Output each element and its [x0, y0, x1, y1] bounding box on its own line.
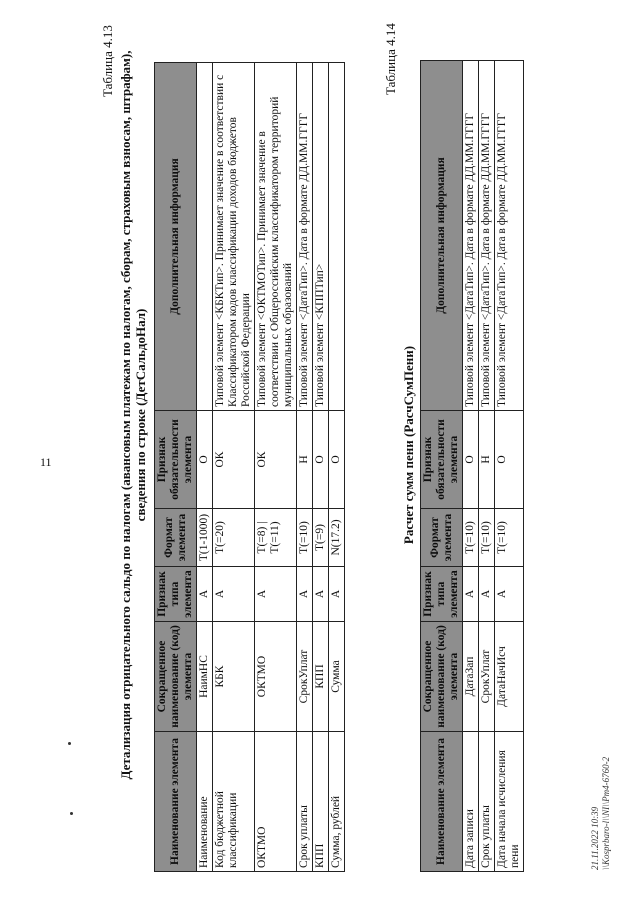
- table-2-header-row: [421, 61, 463, 872]
- col-header-required: Признак обязательности элемента: [155, 411, 197, 509]
- cell-type: А: [197, 567, 213, 622]
- table-row: [255, 63, 297, 872]
- cell-name: Наименование: [197, 732, 213, 872]
- page-number: 11: [40, 455, 52, 469]
- cell-required: О: [197, 411, 213, 509]
- col-header-name: Наименование элемента: [421, 732, 463, 872]
- table-row: [297, 63, 313, 872]
- cell-format: T(1-1000): [197, 509, 213, 567]
- cell-name: Код бюджетной классификации: [213, 732, 255, 872]
- table-row: [479, 61, 495, 872]
- print-stamp: 21.11.2022 10:39 \\Kosprbaro-l\\NI\\Pm4-6760-2: [590, 756, 611, 870]
- table-1-label: Таблица 4.13: [100, 25, 115, 97]
- scan-speck: [68, 742, 71, 745]
- cell-info: [197, 63, 213, 411]
- cell-info: Типовой элемент <КБКТип>. Принимает значение в соответствии с Классификатором кодов классификации доходов бюджетов Российской Федерации: [213, 63, 255, 411]
- cell-code: ДатаЗап: [463, 622, 479, 732]
- cell-code: НаимНС: [197, 622, 213, 732]
- cell-info: Типовой элемент <ДатаТип>. Дата в формате ДД.ММ.ГГГГ: [479, 61, 495, 411]
- cell-name: Срок уплаты: [297, 732, 313, 872]
- table-1-title: Детализация отрицательного сальдо по налогам (авансовым платежам по налогам, сборам, страховым взносам, штрафам), сведения по строке (ДетСальдоНал): [118, 50, 148, 780]
- cell-required: ОК: [255, 411, 297, 509]
- cell-required: ОК: [213, 411, 255, 509]
- cell-code: ДатаНачИсч: [495, 622, 524, 732]
- cell-format: T(=10): [297, 509, 313, 567]
- col-header-code: Сокращенное наименование (код) элемента: [421, 622, 463, 732]
- cell-name: Дата начала исчисления пени: [495, 732, 524, 872]
- cell-required: Н: [479, 411, 495, 509]
- col-header-info: Дополнительная информация: [421, 61, 463, 411]
- table-2: [420, 60, 524, 872]
- cell-info: Типовой элемент <ДатаТип>. Дата в формате ДД.ММ.ГГГГ: [495, 61, 524, 411]
- cell-info: Типовой элемент <ДатаТип>. Дата в формате ДД.ММ.ГГГГ: [463, 61, 479, 411]
- cell-required: О: [463, 411, 479, 509]
- cell-format: T(=8) | T(=11): [255, 509, 297, 567]
- table-row: [213, 63, 255, 872]
- col-header-format: Формат элемента: [421, 509, 463, 567]
- col-header-required: Признак обязательности элемента: [421, 411, 463, 509]
- cell-required: О: [495, 411, 524, 509]
- cell-code: КПП: [313, 622, 329, 732]
- cell-format: T(=9): [313, 509, 329, 567]
- table-2-title: Расчет сумм пени (РасчСумПени): [401, 345, 416, 545]
- col-header-format: Формат элемента: [155, 509, 197, 567]
- cell-required: Н: [297, 411, 313, 509]
- cell-name: Сумма, рублей: [329, 732, 345, 872]
- table-row: [329, 63, 345, 872]
- cell-code: КБК: [213, 622, 255, 732]
- cell-name: КПП: [313, 732, 329, 872]
- cell-required: О: [329, 411, 345, 509]
- cell-type: А: [297, 567, 313, 622]
- cell-format: T(=10): [463, 509, 479, 567]
- cell-name: Срок уплаты: [479, 732, 495, 872]
- table-1: [154, 62, 345, 872]
- cell-format: T(=20): [213, 509, 255, 567]
- cell-name: ОКТМО: [255, 732, 297, 872]
- cell-type: А: [313, 567, 329, 622]
- cell-code: ОКТМО: [255, 622, 297, 732]
- cell-code: СрокУплат: [479, 622, 495, 732]
- cell-type: А: [329, 567, 345, 622]
- cell-format: N(17.2): [329, 509, 345, 567]
- cell-code: Сумма: [329, 622, 345, 732]
- cell-info: Типовой элемент <ДатаТип>. Дата в формате ДД.ММ.ГГГГ: [297, 63, 313, 411]
- cell-info: [329, 63, 345, 411]
- col-header-info: Дополнительная информация: [155, 63, 197, 411]
- table-row: [495, 61, 524, 872]
- cell-info: Типовой элемент <ОКТМОТип>. Принимает значение в соответствии с Общероссийским классификатором территорий муниципальных образований: [255, 63, 297, 411]
- cell-type: А: [255, 567, 297, 622]
- col-header-name: Наименование элемента: [155, 732, 197, 872]
- cell-format: T(=10): [479, 509, 495, 567]
- table-row: [197, 63, 213, 872]
- cell-required: О: [313, 411, 329, 509]
- cell-format: T(=10): [495, 509, 524, 567]
- col-header-type: Признак типа элемента: [155, 567, 197, 622]
- col-header-code: Сокращенное наименование (код) элемента: [155, 622, 197, 732]
- cell-type: А: [479, 567, 495, 622]
- cell-name: Дата записи: [463, 732, 479, 872]
- table-1-header-row: [155, 63, 197, 872]
- cell-type: А: [463, 567, 479, 622]
- table-2-label: Таблица 4.14: [383, 23, 398, 95]
- table-row: [313, 63, 329, 872]
- cell-info: Типовой элемент <КППТип>: [313, 63, 329, 411]
- table-row: [463, 61, 479, 872]
- cell-type: А: [495, 567, 524, 622]
- col-header-type: Признак типа элемента: [421, 567, 463, 622]
- cell-code: СрокУплат: [297, 622, 313, 732]
- cell-type: А: [213, 567, 255, 622]
- scan-speck: [70, 812, 73, 815]
